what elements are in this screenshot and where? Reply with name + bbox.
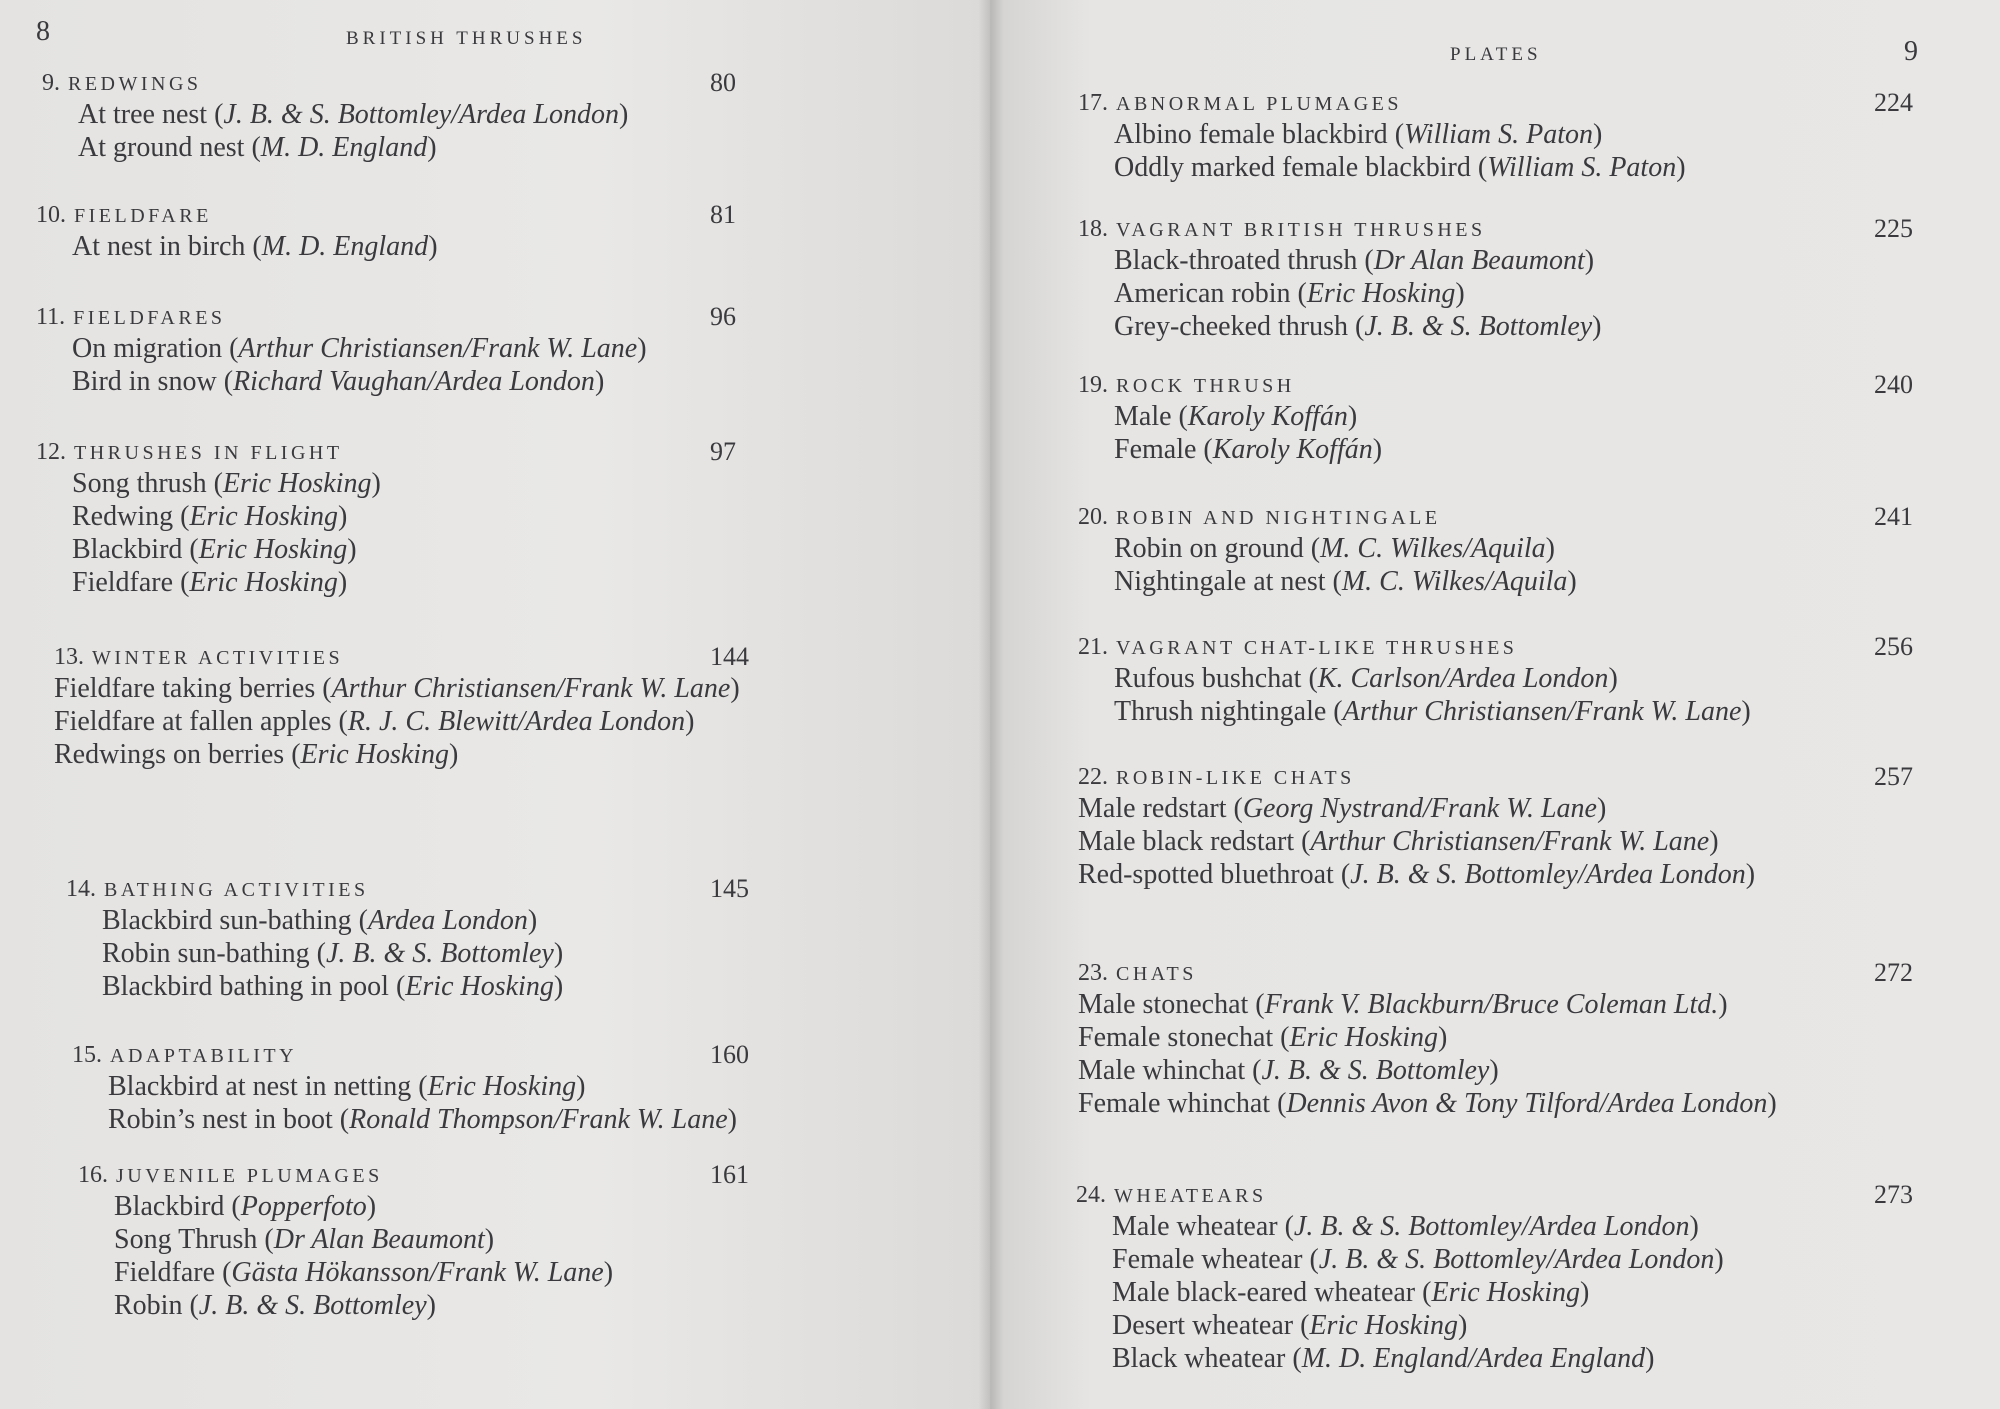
plate-title: REDWINGS bbox=[68, 73, 202, 95]
photo-credit: Popperfoto bbox=[240, 1191, 367, 1222]
plate-item: Blackbird (Eric Hosking) bbox=[72, 534, 357, 565]
plate-item: Male stonechat (Frank V. Blackburn/Bruce Coleman Ltd.) bbox=[1078, 989, 1728, 1020]
item-description: Blackbird sun-bathing bbox=[102, 905, 352, 936]
photo-credit: M. D. England bbox=[260, 132, 428, 163]
photo-credit: Richard Vaughan/Ardea London bbox=[233, 366, 595, 397]
plate-item: Blackbird (Popperfoto) bbox=[114, 1191, 377, 1222]
item-description: Male black redstart bbox=[1078, 826, 1295, 857]
plate-heading bbox=[1076, 1180, 2000, 1210]
photo-credit: Arthur Christiansen/Frank W. Lane bbox=[238, 333, 638, 364]
plate-page-number: 273 bbox=[1874, 1180, 1913, 1209]
photo-credit: R. J. C. Blewitt/Ardea London bbox=[347, 706, 686, 737]
plate-entry bbox=[1078, 632, 2000, 728]
photo-credit: Arthur Christiansen/Frank W. Lane bbox=[1310, 826, 1710, 857]
plate-entry bbox=[1078, 958, 1913, 1120]
plate-page-number: 81 bbox=[710, 200, 736, 229]
plate-item: At tree nest (J. B. & S. Bottomley/Ardea London) bbox=[78, 99, 629, 130]
plate-item: Bird in snow (Richard Vaughan/Ardea London) bbox=[72, 366, 605, 397]
plate-entry bbox=[1078, 214, 2000, 343]
plate-number: 16. bbox=[78, 1162, 108, 1188]
item-description: Blackbird bathing in pool bbox=[102, 971, 389, 1002]
item-description: Nightingale at nest bbox=[1114, 566, 1326, 597]
plate-number: 11. bbox=[36, 304, 66, 330]
photo-credit: Arthur Christiansen/Frank W. Lane bbox=[331, 673, 731, 704]
photo-credit: Karoly Koffán bbox=[1212, 434, 1373, 465]
item-description: Fieldfare taking berries bbox=[54, 673, 316, 704]
plate-heading bbox=[36, 437, 926, 467]
photo-credit: J. B. & S. Bottomley/Ardea London bbox=[1293, 1211, 1690, 1242]
item-description: Male bbox=[1114, 401, 1172, 432]
photo-credit: M. D. England bbox=[261, 231, 429, 262]
plate-heading bbox=[78, 1160, 968, 1190]
photo-credit: Dr Alan Beaumont bbox=[1373, 245, 1585, 276]
photo-credit: J. B. & S. Bottomley bbox=[326, 938, 554, 969]
plate-item: Female whinchat (Dennis Avon & Tony Tilford/Ardea London) bbox=[1078, 1088, 1777, 1119]
plate-entry bbox=[1076, 1180, 2000, 1375]
plate-title: CHATS bbox=[1116, 963, 1197, 985]
item-description: Male stonechat bbox=[1078, 989, 1249, 1020]
plate-page-number: 241 bbox=[1874, 502, 1913, 531]
item-description: Oddly marked female blackbird bbox=[1114, 152, 1471, 183]
plate-title: JUVENILE PLUMAGES bbox=[116, 1165, 383, 1187]
plate-item: Fieldfare (Gästa Hökansson/Frank W. Lane) bbox=[114, 1257, 614, 1288]
plate-item: At nest in birch (M. D. England) bbox=[72, 231, 438, 262]
item-description: Blackbird at nest in netting bbox=[108, 1071, 412, 1102]
plate-heading bbox=[1078, 632, 2000, 662]
photo-credit: Ronald Thompson/Frank W. Lane bbox=[349, 1104, 728, 1135]
plate-item: Blackbird bathing in pool (Eric Hosking) bbox=[102, 971, 564, 1002]
item-description: Black wheatear bbox=[1112, 1343, 1286, 1374]
plate-entry bbox=[78, 1160, 968, 1322]
photo-credit: J. B. & S. Bottomley bbox=[1364, 311, 1593, 342]
item-description: Robin sun-bathing bbox=[102, 938, 310, 969]
plate-number: 18. bbox=[1078, 216, 1108, 242]
item-description: Robin bbox=[114, 1290, 183, 1321]
plate-heading bbox=[1078, 88, 2000, 118]
photo-credit: Ardea London bbox=[367, 905, 528, 936]
plate-heading bbox=[1078, 762, 1913, 792]
photo-credit: Eric Hosking bbox=[189, 567, 338, 598]
plate-entry bbox=[36, 437, 926, 599]
photo-credit: M. C. Wilkes/Aquila bbox=[1341, 566, 1568, 597]
photo-credit: Eric Hosking bbox=[405, 971, 554, 1002]
plate-item: Male redstart (Georg Nystrand/Frank W. Lane) bbox=[1078, 793, 1607, 824]
plate-heading bbox=[1078, 370, 2000, 400]
item-description: Robin’s nest in boot bbox=[108, 1104, 333, 1135]
item-description: At nest in birch bbox=[72, 231, 246, 262]
plate-item: Female (Karoly Koffán) bbox=[1114, 434, 1383, 465]
plate-page-number: 145 bbox=[710, 874, 749, 903]
page-number: 9 bbox=[1904, 36, 1918, 67]
photo-credit: Georg Nystrand/Frank W. Lane bbox=[1242, 793, 1597, 824]
plate-page-number: 161 bbox=[710, 1160, 749, 1189]
plate-heading bbox=[42, 68, 932, 98]
plate-number: 24. bbox=[1076, 1182, 1106, 1208]
plate-item: Grey-cheeked thrush (J. B. & S. Bottomley) bbox=[1114, 311, 1602, 342]
plate-heading bbox=[1078, 958, 1913, 988]
plate-item: Robin sun-bathing (J. B. & S. Bottomley) bbox=[102, 938, 564, 969]
plate-item: Fieldfare taking berries (Arthur Christiansen/Frank W. Lane) bbox=[54, 673, 740, 704]
photo-credit: William S. Paton bbox=[1404, 119, 1594, 150]
running-head: PLATES bbox=[1450, 44, 1542, 65]
photo-credit: J. B. & S. Bottomley/Ardea London bbox=[1318, 1244, 1715, 1275]
plate-number: 20. bbox=[1078, 504, 1108, 530]
item-description: Bird in snow bbox=[72, 366, 217, 397]
item-description: Desert wheatear bbox=[1112, 1310, 1294, 1341]
plate-title: VAGRANT CHAT-LIKE THRUSHES bbox=[1116, 637, 1518, 659]
plate-title: THRUSHES IN FLIGHT bbox=[74, 442, 343, 464]
plate-heading bbox=[36, 302, 926, 332]
photo-credit: J. B. & S. Bottomley bbox=[198, 1290, 427, 1321]
plate-item: Male black-eared wheatear (Eric Hosking) bbox=[1112, 1277, 1590, 1308]
plate-page-number: 224 bbox=[1874, 88, 1913, 117]
item-description: Black-throated thrush bbox=[1114, 245, 1358, 276]
item-description: Male black-eared wheatear bbox=[1112, 1277, 1416, 1308]
item-description: Female bbox=[1114, 434, 1197, 465]
plate-number: 12. bbox=[36, 439, 66, 465]
photo-credit: Eric Hosking bbox=[300, 739, 450, 770]
item-description: Grey-cheeked thrush bbox=[1114, 311, 1349, 342]
plate-page-number: 272 bbox=[1874, 958, 1913, 987]
item-description: Thrush nightingale bbox=[1114, 696, 1327, 727]
plate-item: Robin on ground (M. C. Wilkes/Aquila) bbox=[1114, 533, 1555, 564]
item-description: Rufous bushchat bbox=[1114, 663, 1302, 694]
plate-title: ROBIN-LIKE CHATS bbox=[1116, 767, 1355, 789]
item-description: At ground nest bbox=[78, 132, 245, 163]
plate-item: Male black redstart (Arthur Christiansen/Frank W. Lane) bbox=[1078, 826, 1719, 857]
plate-item: Robin’s nest in boot (Ronald Thompson/Frank W. Lane) bbox=[108, 1104, 737, 1135]
photo-credit: Eric Hosking bbox=[1431, 1277, 1580, 1308]
plate-item: On migration (Arthur Christiansen/Frank W. Lane) bbox=[72, 333, 647, 364]
plate-number: 19. bbox=[1078, 372, 1108, 398]
plate-item: Albino female blackbird (William S. Paton) bbox=[1114, 119, 1603, 150]
plate-item: Red-spotted bluethroat (J. B. & S. Bottomley/Ardea London) bbox=[1078, 859, 1756, 890]
plate-item: Fieldfare at fallen apples (R. J. C. Blewitt/Ardea London) bbox=[54, 706, 695, 737]
photo-credit: K. Carlson/Ardea London bbox=[1317, 663, 1609, 694]
running-head: BRITISH THRUSHES bbox=[346, 28, 587, 49]
item-description: Redwing bbox=[72, 501, 174, 532]
plate-item: Rufous bushchat (K. Carlson/Ardea London) bbox=[1114, 663, 1618, 694]
plate-item: Fieldfare (Eric Hosking) bbox=[72, 567, 348, 598]
plate-heading bbox=[54, 642, 824, 672]
plate-item: Female stonechat (Eric Hosking) bbox=[1078, 1022, 1448, 1053]
item-description: American robin bbox=[1114, 278, 1291, 309]
plate-title: WINTER ACTIVITIES bbox=[92, 647, 344, 669]
plate-page-number: 240 bbox=[1874, 370, 1913, 399]
item-description: Female whinchat bbox=[1078, 1088, 1271, 1119]
plate-item: Robin (J. B. & S. Bottomley) bbox=[114, 1290, 436, 1321]
item-description: Blackbird bbox=[72, 534, 183, 565]
photo-credit: Gästa Hökansson/Frank W. Lane bbox=[231, 1257, 604, 1288]
plate-item: Song Thrush (Dr Alan Beaumont) bbox=[114, 1224, 495, 1255]
photo-credit: Eric Hosking bbox=[189, 501, 338, 532]
plate-item: Blackbird at nest in netting (Eric Hosking) bbox=[108, 1071, 586, 1102]
item-description: Female stonechat bbox=[1078, 1022, 1274, 1053]
plate-page-number: 144 bbox=[710, 642, 749, 671]
plate-item: Black wheatear (M. D. England/Ardea England) bbox=[1112, 1343, 1655, 1374]
plate-title: VAGRANT BRITISH THRUSHES bbox=[1116, 219, 1486, 241]
item-description: Fieldfare bbox=[72, 567, 174, 598]
plate-title: WHEATEARS bbox=[1114, 1185, 1267, 1207]
plate-item: Female wheatear (J. B. & S. Bottomley/Ardea London) bbox=[1112, 1244, 1724, 1275]
photo-credit: Karoly Koffán bbox=[1187, 401, 1348, 432]
plate-entry bbox=[42, 68, 932, 164]
plate-number: 14. bbox=[66, 876, 96, 902]
plate-page-number: 225 bbox=[1874, 214, 1913, 243]
item-description: Robin on ground bbox=[1114, 533, 1304, 564]
photo-credit: Eric Hosking bbox=[1289, 1022, 1439, 1053]
photo-credit: Eric Hosking bbox=[427, 1071, 577, 1102]
photo-credit: Eric Hosking bbox=[1309, 1310, 1458, 1341]
plate-number: 22. bbox=[1078, 764, 1108, 790]
plate-title: BATHING ACTIVITIES bbox=[104, 879, 369, 901]
plate-title: ADAPTABILITY bbox=[110, 1045, 298, 1067]
plate-entry bbox=[1078, 502, 2000, 598]
plate-entry bbox=[36, 200, 926, 263]
plate-item: Black-throated thrush (Dr Alan Beaumont) bbox=[1114, 245, 1595, 276]
photo-credit: J. B. & S. Bottomley bbox=[1261, 1055, 1490, 1086]
item-description: Fieldfare bbox=[114, 1257, 216, 1288]
photo-credit: Frank V. Blackburn/Bruce Coleman Ltd. bbox=[1264, 989, 1719, 1020]
item-description: Fieldfare at fallen apples bbox=[54, 706, 332, 737]
item-description: Female wheatear bbox=[1112, 1244, 1303, 1275]
photo-credit: Arthur Christiansen/Frank W. Lane bbox=[1342, 696, 1742, 727]
plate-item: Blackbird sun-bathing (Ardea London) bbox=[102, 905, 538, 936]
photo-credit: Eric Hosking bbox=[222, 468, 372, 499]
plate-page-number: 80 bbox=[710, 68, 736, 97]
page-number: 8 bbox=[36, 16, 50, 47]
photo-credit: J. B. & S. Bottomley/Ardea London bbox=[1350, 859, 1746, 890]
plate-page-number: 257 bbox=[1874, 762, 1913, 791]
plate-number: 23. bbox=[1078, 960, 1108, 986]
plate-heading bbox=[72, 1040, 962, 1070]
item-description: Red-spotted bluethroat bbox=[1078, 859, 1334, 890]
plate-page-number: 160 bbox=[710, 1040, 749, 1069]
photo-credit: M. D. England/Ardea England bbox=[1301, 1343, 1646, 1374]
plate-item: At ground nest (M. D. England) bbox=[78, 132, 437, 163]
plate-title: FIELDFARES bbox=[73, 307, 226, 329]
item-description: Song Thrush bbox=[114, 1224, 258, 1255]
plate-item: Redwings on berries (Eric Hosking) bbox=[54, 739, 459, 770]
photo-credit: M. C. Wilkes/Aquila bbox=[1320, 533, 1546, 564]
plate-item: Song thrush (Eric Hosking) bbox=[72, 468, 381, 499]
plate-title: ABNORMAL PLUMAGES bbox=[1116, 93, 1403, 115]
plate-entry bbox=[72, 1040, 962, 1136]
plate-number: 13. bbox=[54, 644, 84, 670]
plate-heading bbox=[1078, 214, 2000, 244]
photo-credit: Eric Hosking bbox=[1306, 278, 1456, 309]
plate-item: Male (Karoly Koffán) bbox=[1114, 401, 1358, 432]
item-description: At tree nest bbox=[78, 99, 208, 130]
plate-page-number: 97 bbox=[710, 437, 736, 466]
plate-item: Thrush nightingale (Arthur Christiansen/Frank W. Lane) bbox=[1114, 696, 1751, 727]
item-description: Blackbird bbox=[114, 1191, 225, 1222]
photo-credit: Dr Alan Beaumont bbox=[273, 1224, 485, 1255]
plate-item: Oddly marked female blackbird (William S. Paton) bbox=[1114, 152, 1686, 183]
plate-entry bbox=[66, 874, 956, 1003]
plate-number: 9. bbox=[42, 70, 60, 96]
plate-item: Male whinchat (J. B. & S. Bottomley) bbox=[1078, 1055, 1499, 1086]
plate-title: ROBIN AND NIGHTINGALE bbox=[1116, 507, 1441, 529]
book-gutter bbox=[978, 0, 1004, 1409]
plate-page-number: 96 bbox=[710, 302, 736, 331]
plate-title: ROCK THRUSH bbox=[1116, 375, 1295, 397]
plate-heading bbox=[1078, 502, 2000, 532]
photo-credit: William S. Paton bbox=[1487, 152, 1677, 183]
item-description: Albino female blackbird bbox=[1114, 119, 1388, 150]
item-description: Male wheatear bbox=[1112, 1211, 1278, 1242]
plate-title: FIELDFARE bbox=[74, 205, 212, 227]
item-description: Male whinchat bbox=[1078, 1055, 1246, 1086]
plate-heading bbox=[36, 200, 926, 230]
photo-credit: Eric Hosking bbox=[198, 534, 348, 565]
plate-number: 15. bbox=[72, 1042, 102, 1068]
plate-item: Male wheatear (J. B. & S. Bottomley/Ardea London) bbox=[1112, 1211, 1699, 1242]
plate-item: Nightingale at nest (M. C. Wilkes/Aquila) bbox=[1114, 566, 1577, 597]
plate-item: American robin (Eric Hosking) bbox=[1114, 278, 1465, 309]
plate-entry bbox=[36, 302, 926, 398]
plate-number: 10. bbox=[36, 202, 66, 228]
item-description: Male redstart bbox=[1078, 793, 1227, 824]
plate-entry bbox=[1078, 370, 2000, 466]
item-description: Song thrush bbox=[72, 468, 207, 499]
plate-item: Redwing (Eric Hosking) bbox=[72, 501, 348, 532]
plate-entry bbox=[1078, 762, 1913, 891]
plate-item: Desert wheatear (Eric Hosking) bbox=[1112, 1310, 1468, 1341]
item-description: Redwings on berries bbox=[54, 739, 285, 770]
item-description: On migration bbox=[72, 333, 223, 364]
photo-credit: Dennis Avon & Tony Tilford/Ardea London bbox=[1286, 1088, 1768, 1119]
plate-number: 17. bbox=[1078, 90, 1108, 116]
plate-page-number: 256 bbox=[1874, 632, 1913, 661]
plate-entry bbox=[1078, 88, 2000, 184]
plate-entry bbox=[54, 642, 824, 771]
plate-number: 21. bbox=[1078, 634, 1108, 660]
photo-credit: J. B. & S. Bottomley/Ardea London bbox=[223, 99, 619, 130]
plate-heading bbox=[66, 874, 956, 904]
